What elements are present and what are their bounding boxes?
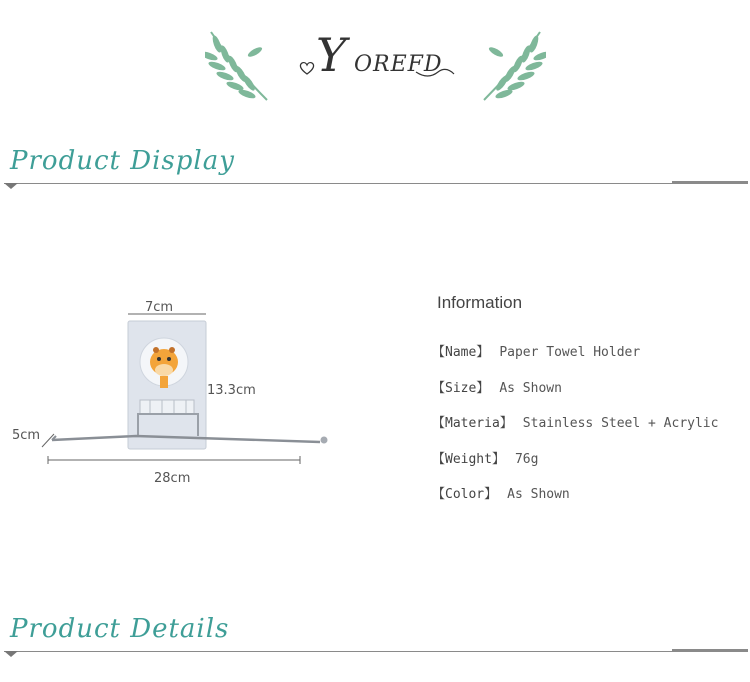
info-key: 【Materia】 [432,416,513,431]
info-key: 【Weight】 [432,452,505,467]
divider-accent-bar [672,649,748,652]
wheat-left-icon [205,28,275,104]
brand-header [0,28,750,108]
info-value: As Shown [507,487,570,502]
info-row-size [432,377,562,396]
section-divider [4,651,748,652]
product-figure [0,290,340,500]
divider-tab [4,183,18,189]
info-value: As Shown [499,381,562,396]
info-row-material [432,412,718,431]
info-row-weight [432,448,538,467]
dimension-length: 28cm [154,471,191,486]
info-value: 76g [514,452,539,467]
section-heading-product-details: Product Details [10,614,230,644]
section-divider [4,183,748,184]
section-heading-product-display: Product Display [10,146,235,176]
brand-logo [296,28,461,92]
info-key: 【Color】 [432,487,498,502]
brand-initial: Y [316,28,347,82]
divider-tab [4,651,18,657]
dimension-height: 13.3cm [207,383,256,398]
dimension-width: 7cm [145,300,174,315]
dimension-depth: 5cm [12,428,41,443]
info-value: Stainless Steel + Acrylic [522,416,719,431]
heart-icon [298,60,316,76]
wheat-right-icon [476,28,546,104]
info-row-name [432,341,640,360]
info-row-color [432,483,570,502]
swash-icon [414,62,458,82]
paper-towel-holder-image [0,290,340,500]
divider-accent-bar [672,181,748,184]
info-key: 【Size】 [432,381,490,396]
info-key: 【Name】 [432,345,490,360]
info-value: Paper Towel Holder [499,345,641,360]
brand-name: OREFD [354,52,443,77]
information-title: Information [437,293,523,312]
